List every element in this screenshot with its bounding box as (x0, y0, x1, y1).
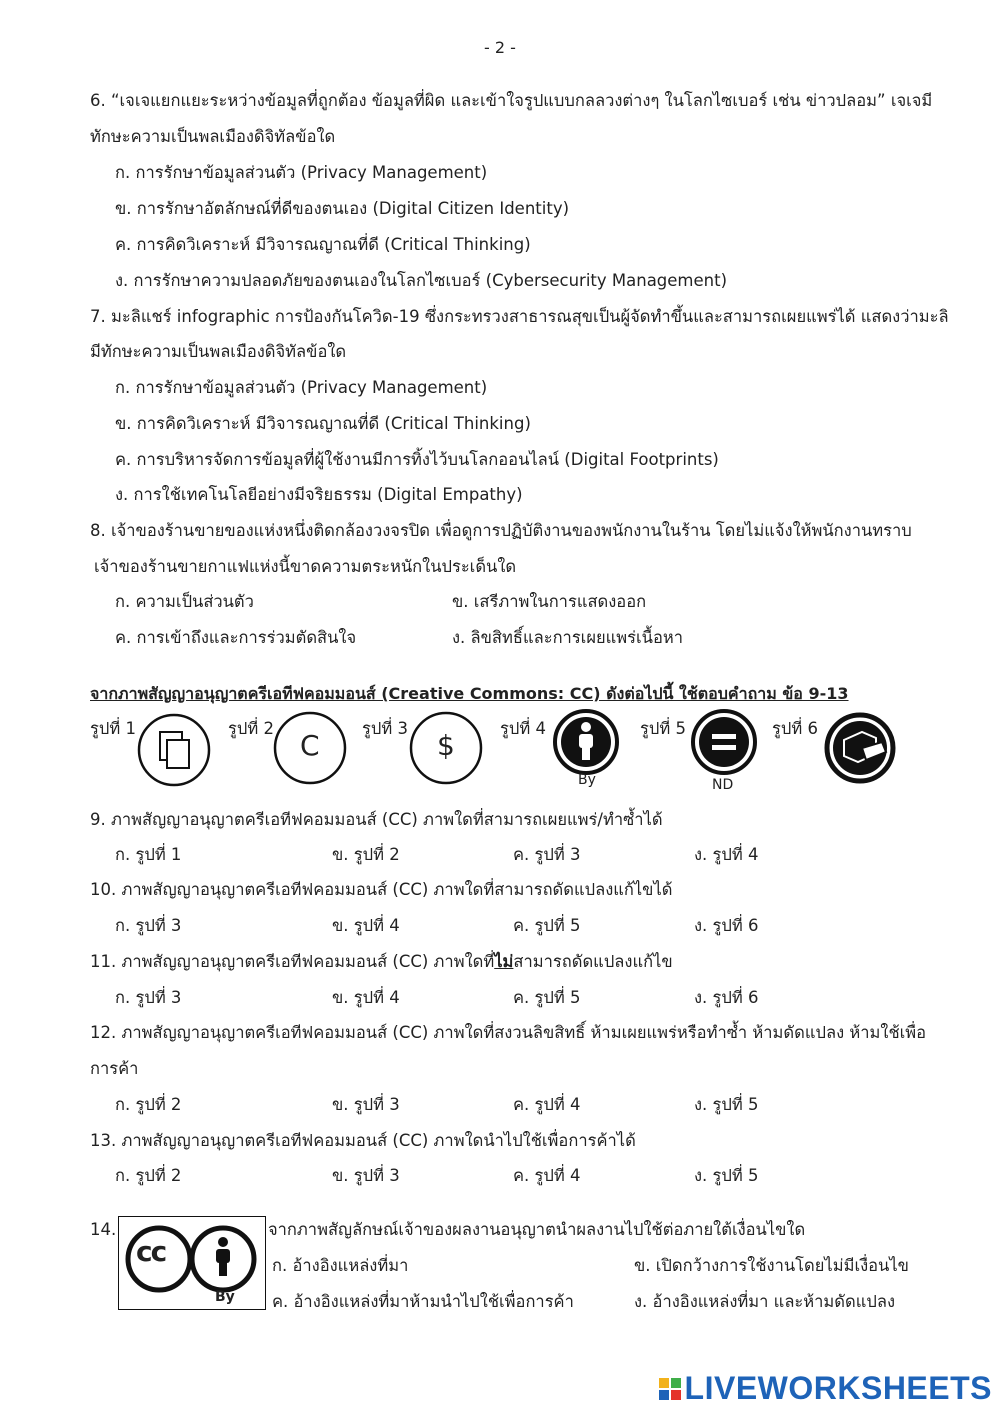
q6-option-c[interactable]: ค. การคิดวิเคราะห์ มีวิจารณญาณที่ดี (Critical Thinking) (115, 235, 531, 254)
by-caption: By (578, 772, 596, 788)
q10-option-c[interactable]: ค. รูปที่ 5 (513, 916, 581, 935)
q11-option-a[interactable]: ก. รูปที่ 3 (115, 988, 182, 1007)
c-symbol: C (300, 729, 320, 762)
q14-stem: จากภาพสัญลักษณ์เจ้าของผลงานอนุญาตนำผลงานไปใช้ต่อภายใต้เงื่อนไขใด (268, 1220, 806, 1239)
q11-stem-emphasis: ไม่ (494, 952, 514, 971)
q14-number: 14. (90, 1220, 117, 1239)
q6-stem-line2: ทักษะความเป็นพลเมืองดิจิทัลข้อใด (90, 127, 336, 146)
no-derivatives-equals-icon (690, 708, 758, 776)
q13-option-a[interactable]: ก. รูปที่ 2 (115, 1166, 182, 1185)
q14-by-caption: By (215, 1289, 235, 1305)
q11-stem (90, 950, 673, 974)
liveworksheets-logo (659, 1370, 992, 1407)
remix-share-icon (822, 710, 898, 786)
copy-pages-icon (136, 712, 212, 788)
attribution-person-icon (552, 708, 620, 776)
q14-option-d[interactable]: ง. อ้างอิงแหล่งที่มา และห้ามดัดแปลง (634, 1292, 896, 1311)
q8-option-d[interactable]: ง. ลิขสิทธิ์และการเผยแพร่เนื้อหา (452, 628, 683, 647)
q14-option-b[interactable]: ข. เปิดกว้างการใช้งานโดยไม่มีเงื่อนไข (634, 1256, 909, 1275)
q6-stem-line1: 6. “เจเจแยกแยะระหว่างข้อมูลที่ถูกต้อง ข้อมูลที่ผิด และเข้าใจรูปแบบกลลวงต่างๆ ในโลกไซเบอร์ เช่น ข่าวปลอม” เจเจมี (90, 91, 933, 110)
cc-by-license-image (118, 1216, 266, 1310)
figure-4-label: รูปที่ 4 (500, 719, 546, 738)
q13-stem: 13. ภาพสัญญาอนุญาตครีเอทีฟคอมมอนส์ (CC) ภาพใดนำไปใช้เพื่อการค้าได้ (90, 1131, 636, 1150)
figure-6-label: รูปที่ 6 (772, 719, 818, 738)
figure-2-label: รูปที่ 2 (228, 719, 274, 738)
q9-option-c[interactable]: ค. รูปที่ 3 (513, 845, 581, 864)
dollar-symbol: $ (437, 729, 455, 762)
q11-option-c[interactable]: ค. รูปที่ 5 (513, 988, 581, 1007)
q12-option-d[interactable]: ง. รูปที่ 5 (694, 1095, 759, 1114)
q12-stem-line1: 12. ภาพสัญญาอนุญาตครีเอทีฟคอมมอนส์ (CC) ภาพใดที่สงวนลิขสิทธิ์ ห้ามเผยแพร่หรือทำซ้ำ ห้ามดัดแปลง ห้ามใช้เพื่อ (90, 1023, 927, 1042)
q7-option-c[interactable]: ค. การบริหารจัดการข้อมูลที่ผู้ใช้งานมีการทิ้งไว้บนโลกออนไลน์ (Digital Footprints) (115, 450, 719, 469)
q14-option-c[interactable]: ค. อ้างอิงแหล่งที่มาห้ามนำไปใช้เพื่อการค้า (272, 1292, 574, 1311)
q6-option-b[interactable]: ข. การรักษาอัตลักษณ์ที่ดีของตนเอง (Digital Citizen Identity) (115, 199, 570, 218)
liveworksheets-logo-text: LIVEWORKSHEETS (684, 1370, 992, 1406)
q11-stem-post: สามารถดัดแปลงแก้ไข (513, 952, 673, 971)
q6-option-a[interactable]: ก. การรักษาข้อมูลส่วนตัว (Privacy Management) (115, 163, 488, 182)
q10-stem: 10. ภาพสัญญาอนุญาตครีเอทีฟคอมมอนส์ (CC) ภาพใดที่สามารถดัดแปลงแก้ไขได้ (90, 880, 673, 899)
q12-option-b[interactable]: ข. รูปที่ 3 (332, 1095, 400, 1114)
q6-option-d[interactable]: ง. การรักษาความปลอดภัยของตนเองในโลกไซเบอร์ (Cybersecurity Management) (115, 271, 728, 290)
q7-stem-line2: มีทักษะความเป็นพลเมืองดิจิทัลข้อใด (90, 342, 347, 361)
q7-option-d[interactable]: ง. การใช้เทคโนโลยีอย่างมีจริยธรรม (Digital Empathy) (115, 485, 523, 504)
q8-option-a[interactable]: ก. ความเป็นส่วนตัว (115, 592, 254, 611)
q8-option-c[interactable]: ค. การเข้าถึงและการร่วมตัดสินใจ (115, 628, 357, 647)
q13-option-c[interactable]: ค. รูปที่ 4 (513, 1166, 581, 1185)
q12-option-a[interactable]: ก. รูปที่ 2 (115, 1095, 182, 1114)
q11-option-b[interactable]: ข. รูปที่ 4 (332, 988, 400, 1007)
cc-symbol: cc (136, 1235, 166, 1268)
q10-option-d[interactable]: ง. รูปที่ 6 (694, 916, 759, 935)
q7-option-a[interactable]: ก. การรักษาข้อมูลส่วนตัว (Privacy Management) (115, 378, 488, 397)
q11-option-d[interactable]: ง. รูปที่ 6 (694, 988, 759, 1007)
q12-option-c[interactable]: ค. รูปที่ 4 (513, 1095, 581, 1114)
q7-stem-line1: 7. มะลิแชร์ infographic การป้องกันโควิด-19 ซึ่งกระทรวงสาธารณสุขเป็นผู้จัดทำขึ้นและสามารถเผยแพร่ได้ แสดงว่ามะลิ (90, 307, 949, 326)
nd-caption: ND (712, 777, 734, 793)
q13-option-d[interactable]: ง. รูปที่ 5 (694, 1166, 759, 1185)
q8-stem-line2: เจ้าของร้านขายกาแฟแห่งนี้ขาดความตระหนักในประเด็นใด (94, 557, 517, 576)
q8-stem-line1: 8. เจ้าของร้านขายของแห่งหนึ่งติดกล้องวงจรปิด เพื่อดูการปฏิบัติงานของพนักงานในร้าน โดยไม่แจ้งให้พนักงานทราบ (90, 521, 912, 540)
liveworksheets-logo-mark-icon (659, 1378, 681, 1400)
q9-stem: 9. ภาพสัญญาอนุญาตครีเอทีฟคอมมอนส์ (CC) ภาพใดที่สามารถเผยแพร่/ทำซ้ำได้ (90, 810, 663, 829)
q8-option-b[interactable]: ข. เสรีภาพในการแสดงออก (452, 592, 647, 611)
figure-3-label: รูปที่ 3 (362, 719, 408, 738)
q13-option-b[interactable]: ข. รูปที่ 3 (332, 1166, 400, 1185)
q10-option-b[interactable]: ข. รูปที่ 4 (332, 916, 400, 935)
q7-option-b[interactable]: ข. การคิดวิเคราะห์ มีวิจารณญาณที่ดี (Critical Thinking) (115, 414, 531, 433)
q9-option-b[interactable]: ข. รูปที่ 2 (332, 845, 400, 864)
cc-section-heading: จากภาพสัญญาอนุญาตครีเอทีฟคอมมอนส์ (Creative Commons: CC) ดังต่อไปนี้ ใช้ตอบคำถาม ข้อ 9-13 (90, 684, 849, 703)
q9-option-a[interactable]: ก. รูปที่ 1 (115, 845, 182, 864)
q11-stem-pre: 11. ภาพสัญญาอนุญาตครีเอทีฟคอมมอนส์ (CC) ภาพใดที่ (90, 952, 495, 971)
q14-option-a[interactable]: ก. อ้างอิงแหล่งที่มา (272, 1256, 409, 1275)
q10-option-a[interactable]: ก. รูปที่ 3 (115, 916, 182, 935)
page-number: - 2 - (484, 38, 516, 57)
figure-1-label: รูปที่ 1 (90, 719, 136, 738)
q12-stem-line2: การค้า (90, 1059, 139, 1078)
figure-5-label: รูปที่ 5 (640, 719, 686, 738)
q9-option-d[interactable]: ง. รูปที่ 4 (694, 845, 759, 864)
